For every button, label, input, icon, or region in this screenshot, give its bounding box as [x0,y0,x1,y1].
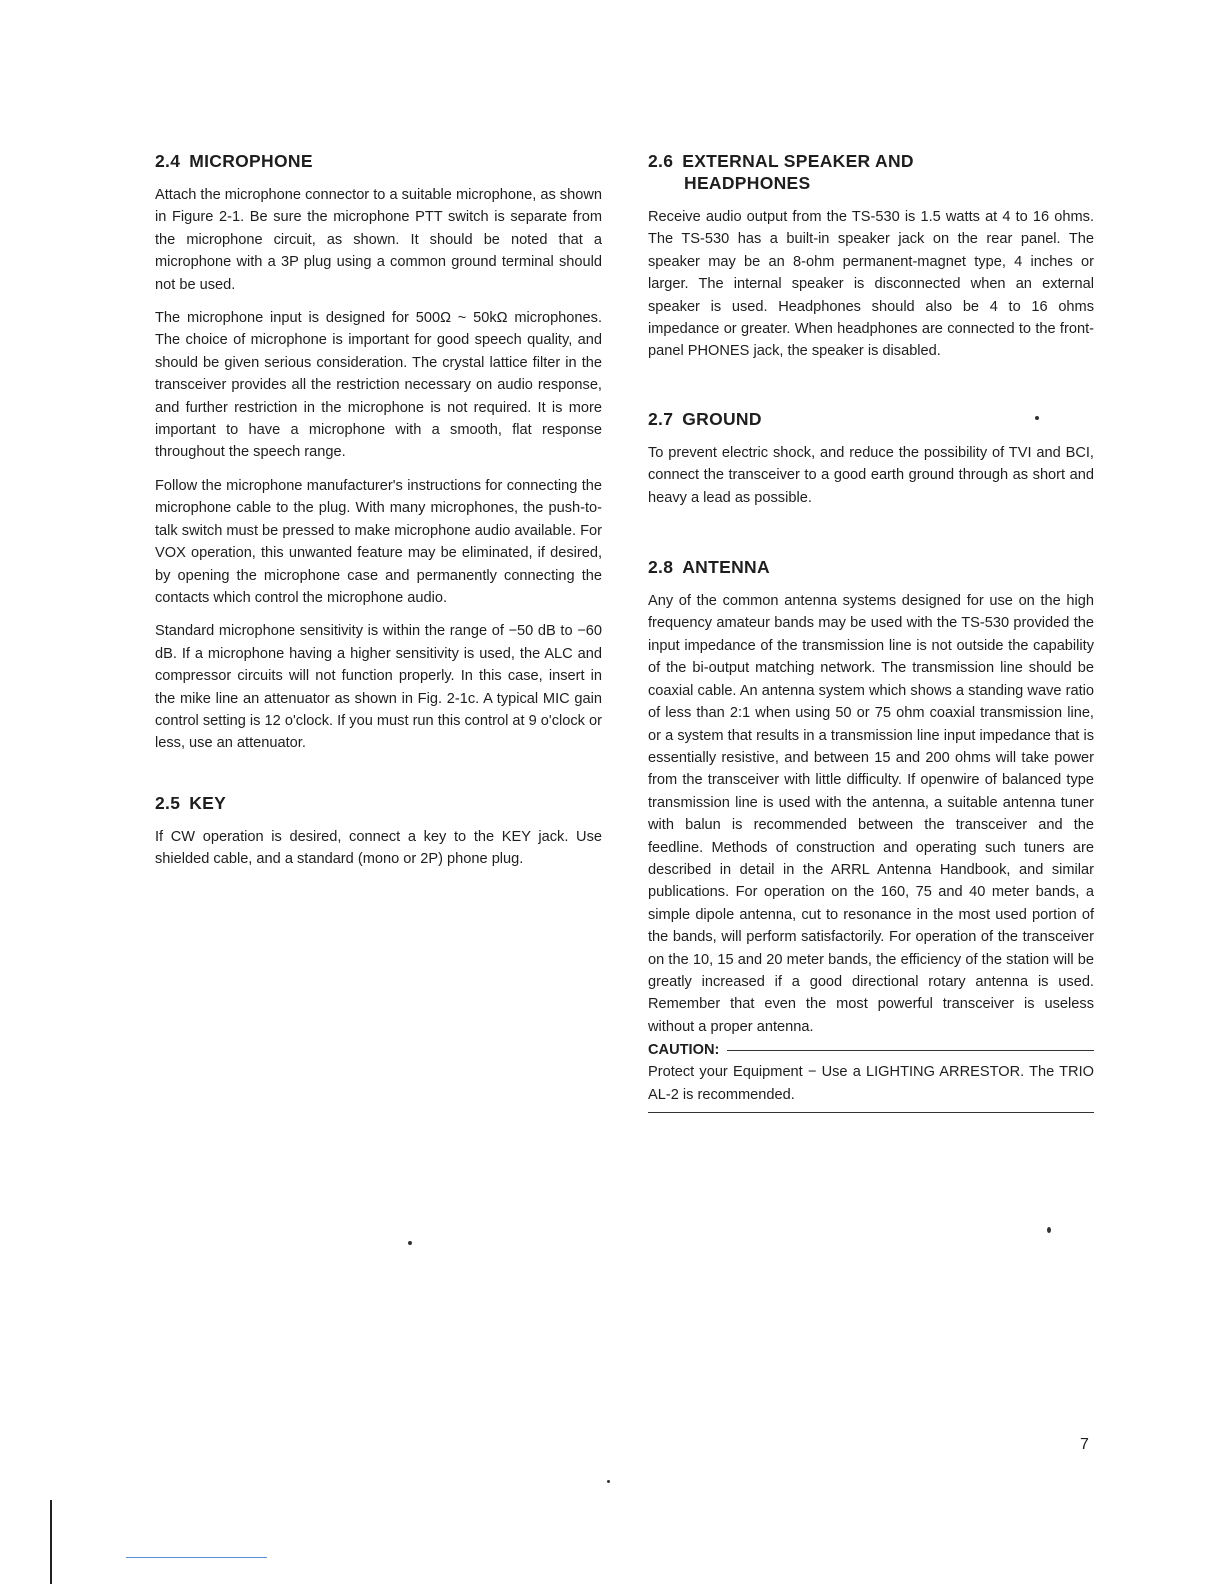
section-title: MICROPHONE [189,151,313,171]
caution-rule [727,1050,1094,1051]
paragraph: Standard microphone sensitivity is within the range of −50 dB to −60 dB. If a microphone having a higher sensitivity is used, the ALC and compressor circuits will not function properly. In this case, insert in the mike line an attenuator as shown in Fig. 2-1c. A typical MIC gain control setting is 12 o'clock. If you must run this control at 9 o'clock or less, use an attenuator. [155,623,602,752]
paragraph: The microphone input is designed for 500Ω ~ 50kΩ microphones. The choice of microphone is important for good speech quality, and should be given serious consideration. The crystal lattice filter in the transceiver provides all the restriction necessary on audio response, and further restriction in the microphone is not required. It is more important to have a microphone with a smooth, flat response throughout the speech range. [155,310,602,461]
paragraph: Receive audio output from the TS-530 is 1.5 watts at 4 to 16 ohms. The TS-530 has a built-in speaker jack on the rear panel. The speaker may be an 8-ohm permanent-magnet type, 4 inches or larger. The internal speaker is disconnected when an external speaker is used. Headphones should also be 4 to 16 ohms impedance or greater. When headphones are connected to the front-panel PHONES jack, the speaker is disabled. [648,209,1094,360]
section-2-5-key [155,792,602,871]
paragraph: Attach the microphone connector to a suitable microphone, as shown in Figure 2-1. Be sure the microphone PTT switch is separate from the microphone circuit, as shown. It should be noted that a microphone with a 3P plug using a common ground terminal should not be used. [155,187,602,293]
section-title: ANTENNA [682,557,770,578]
section-heading [155,792,602,814]
section-2-8-antenna [648,556,1094,1113]
left-column [155,150,602,882]
caution-label: CAUTION: [648,1042,720,1059]
section-number: 2.5 [155,792,181,813]
scan-speck [408,1241,412,1245]
section-title: EXTERNAL SPEAKER AND [682,151,914,171]
section-number: 2.4 [155,151,181,171]
scan-speck [1047,1227,1051,1233]
caution-heading [648,1039,1094,1061]
section-heading [648,408,1094,430]
section-number: 2.7 [648,408,674,429]
scan-blue-line [126,1557,267,1558]
scan-margin-bar [50,1500,52,1584]
scan-speck [1035,416,1039,420]
paragraph: To prevent electric shock, and reduce the possibility of TVI and BCI, connect the transceiver to a good earth ground through as short and heavy a lead as possible. [648,444,1094,506]
section-2-6-external-speaker [648,150,1094,363]
section-heading [648,556,1094,578]
caution-bottom-rule [648,1112,1094,1113]
paragraph: Any of the common antenna systems designed for use on the high frequency amateur bands may be used with the TS-530 provided the input impedance of the transmission line is not outside the capability of the bi-output matching network. The transmission line should be coaxial cable. An antenna system which shows a standing wave ratio of less than 2:1 when using 50 or 75 ohm coaxial transmission line, or a system that results in a transmission line input impedance that is essentially resistive, and between 15 and 200 ohms will take power from the transceiver with little difficulty. If openwire of balanced type transmission line is used with the antenna, a suitable antenna tuner with balun is recommended between the transceiver and the feedline. Methods of construction and operating such tuners are described in detail in the ARRL Antenna Handbook, and similar publications. For operation on the 160, 75 and 40 meter bands, a simple dipole antenna, cut to resonance in the most used portion of the bands, will perform satisfactorily. For operation of the transceiver on the 10, 15 and 20 meter bands, the efficiency of the station will be greatly increased if a good directional rotary antenna is used. Remember that even the most powerful transceiver is useless without a proper antenna. [648,593,1094,1035]
right-column [648,150,1094,1113]
section-heading [648,150,1094,194]
page-number: 7 [1080,1436,1089,1453]
caution-text: Protect your Equipment − Use a LIGHTING ARRESTOR. The TRIO AL-2 is recommended. [648,1064,1094,1103]
scan-speck [607,1480,610,1483]
section-number: 2.8 [648,557,674,578]
section-number: 2.6 [648,151,674,171]
paragraph: If CW operation is desired, connect a key to the KEY jack. Use shielded cable, and a standard (mono or 2P) phone plug. [155,828,602,868]
section-heading [155,150,602,172]
section-2-4-microphone [155,150,602,755]
section-2-7-ground [648,408,1094,509]
paragraph: Follow the microphone manufacturer's instructions for connecting the microphone cable to the plug. With many microphones, the push-to-talk switch must be pressed to make microphone audio available. For VOX operation, this unwanted feature may be eliminated, if desired, by opening the microphone case and permanently connecting the contacts which control the microphone audio. [155,477,602,606]
section-title-continued: HEADPHONES [684,173,811,193]
section-title: KEY [189,792,227,813]
section-title: GROUND [682,408,762,429]
